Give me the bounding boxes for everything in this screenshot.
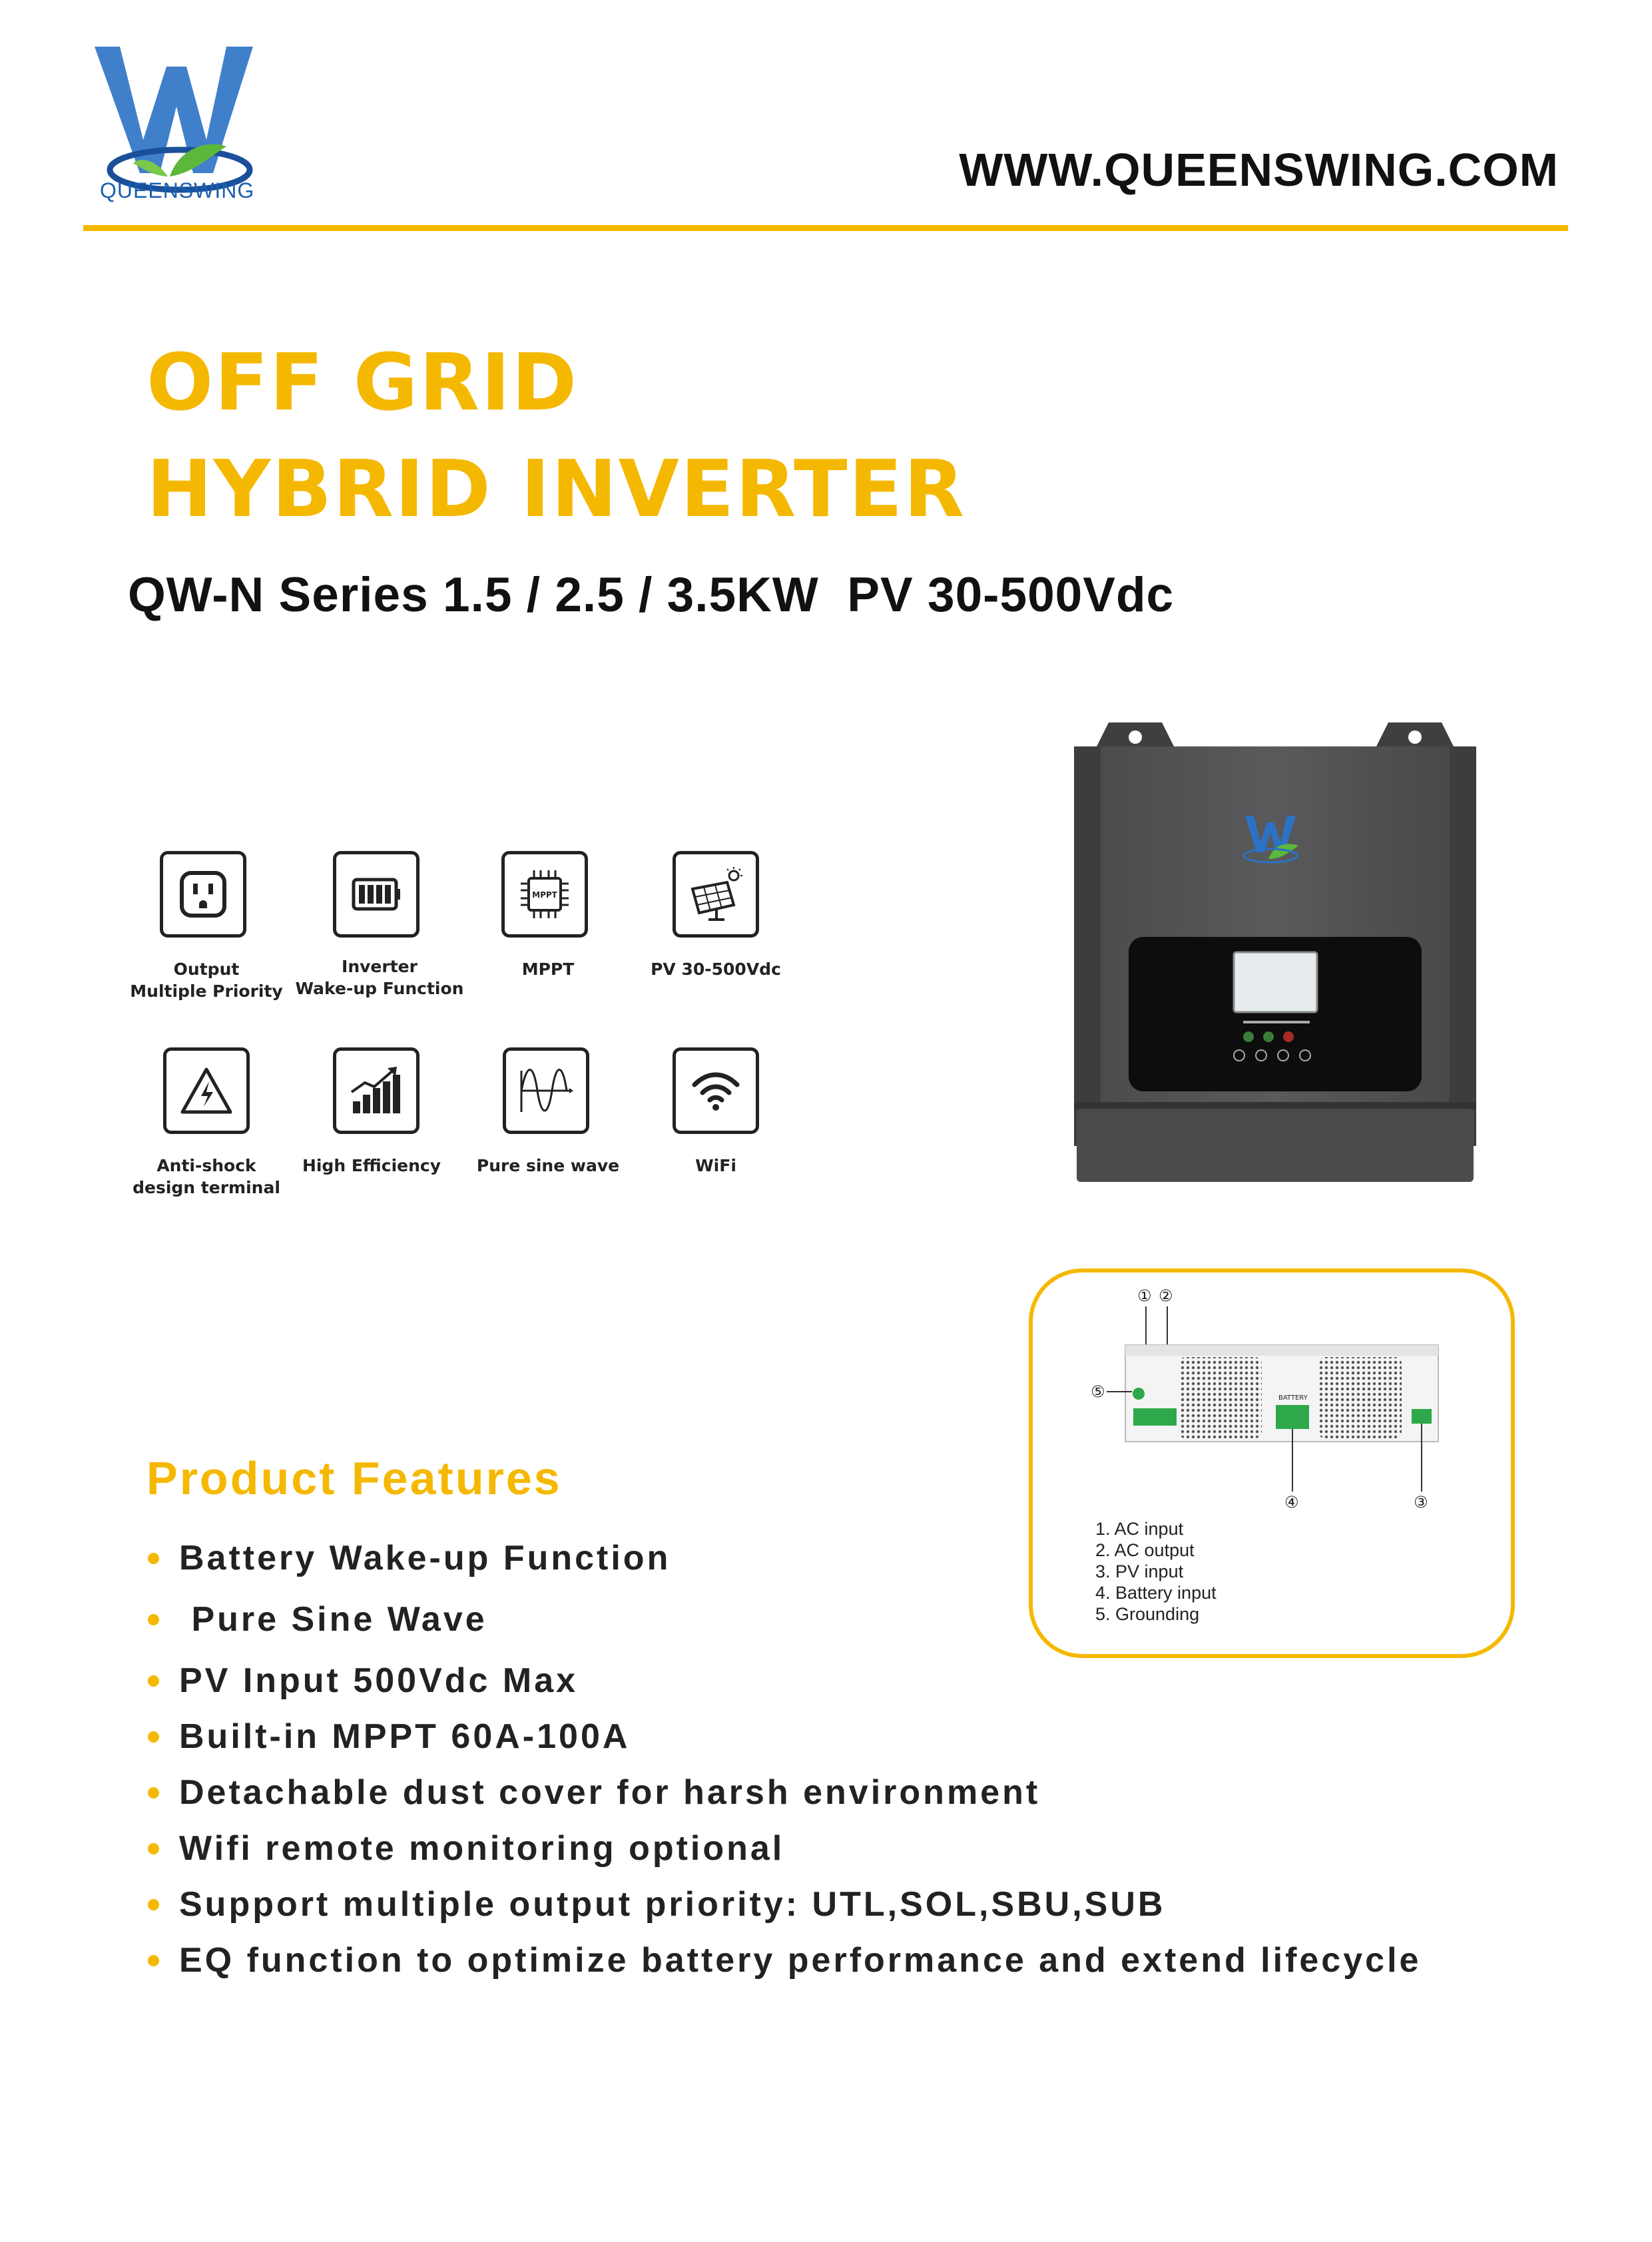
feature-label: High Efficiency [302,1156,441,1175]
feature-list-item: Wifi remote monitoring optional [148,1828,784,1868]
feature-list-item: Pure Sine Wave [148,1599,487,1639]
header-divider [83,225,1568,231]
growth-chart-icon [333,1047,419,1134]
features-heading: Product Features [146,1452,562,1504]
bullet-icon [148,1614,159,1625]
battery-icon [333,851,419,938]
feature-list-item: Built-in MPPT 60A-100A [148,1717,630,1757]
page-title-line2: HYBRID INVERTER [146,443,966,535]
bullet-icon [148,1843,159,1854]
diagram-legend [1095,1518,1217,1625]
inverter-product-image [1069,709,1482,1189]
feature-label: MPPT [521,960,575,979]
svg-text:BATTERY: BATTERY [1278,1394,1308,1402]
bullet-icon [148,1731,159,1743]
legend-item: 4. Battery input [1095,1583,1217,1603]
feature-list-item: Battery Wake-up Function [148,1538,671,1578]
wifi-icon [673,1047,759,1134]
svg-text:④: ④ [1284,1493,1299,1512]
feature-label: WiFi [695,1156,736,1175]
feature-label: Output Multiple Priority [130,960,283,1001]
bullet-icon [148,1899,159,1910]
outlet-icon [160,851,246,938]
feature-list-item: EQ function to optimize battery performance and extend lifecycle [148,1940,1421,1980]
series-subtitle: QW-N Series 1.5 / 2.5 / 3.5KW PV 30-500Vdc [128,568,1175,622]
rear-panel-diagram [1079,1285,1452,1512]
page-title-line1: OFF GRID [146,336,579,428]
svg-text:MPPT: MPPT [532,890,557,900]
bullet-icon [148,1553,159,1564]
legend-item: 2. AC output [1095,1540,1195,1560]
solar-panel-icon [673,851,759,938]
bullet-icon [148,1955,159,1966]
legend-item: 3. PV input [1095,1561,1184,1581]
feature-label: Pure sine wave [476,1156,620,1175]
bullet-icon [148,1675,159,1687]
legend-item: 1. AC input [1095,1519,1184,1539]
high-voltage-icon [163,1047,250,1134]
website-url[interactable]: WWW.QUEENSWING.COM [959,144,1559,196]
feature-list-item: Support multiple output priority: UTL,SOL,SBU,SUB [148,1884,1165,1924]
feature-label: PV 30-500Vdc [651,960,781,979]
svg-text:①: ① [1137,1286,1152,1305]
feature-list-item: PV Input 500Vdc Max [148,1661,578,1701]
brand-name: QUEENSWING [100,178,255,202]
svg-text:⑤: ⑤ [1091,1382,1105,1401]
feature-label: Inverter Wake-up Function [295,957,464,998]
feature-list-item: Detachable dust cover for harsh environment [148,1773,1040,1813]
sine-wave-icon [503,1047,589,1134]
mppt-chip-icon [501,851,588,938]
feature-label: Anti-shock design terminal [133,1156,280,1197]
svg-text:③: ③ [1414,1493,1428,1512]
legend-item: 5. Grounding [1095,1604,1200,1624]
bullet-icon [148,1787,159,1799]
svg-text:②: ② [1159,1286,1173,1305]
